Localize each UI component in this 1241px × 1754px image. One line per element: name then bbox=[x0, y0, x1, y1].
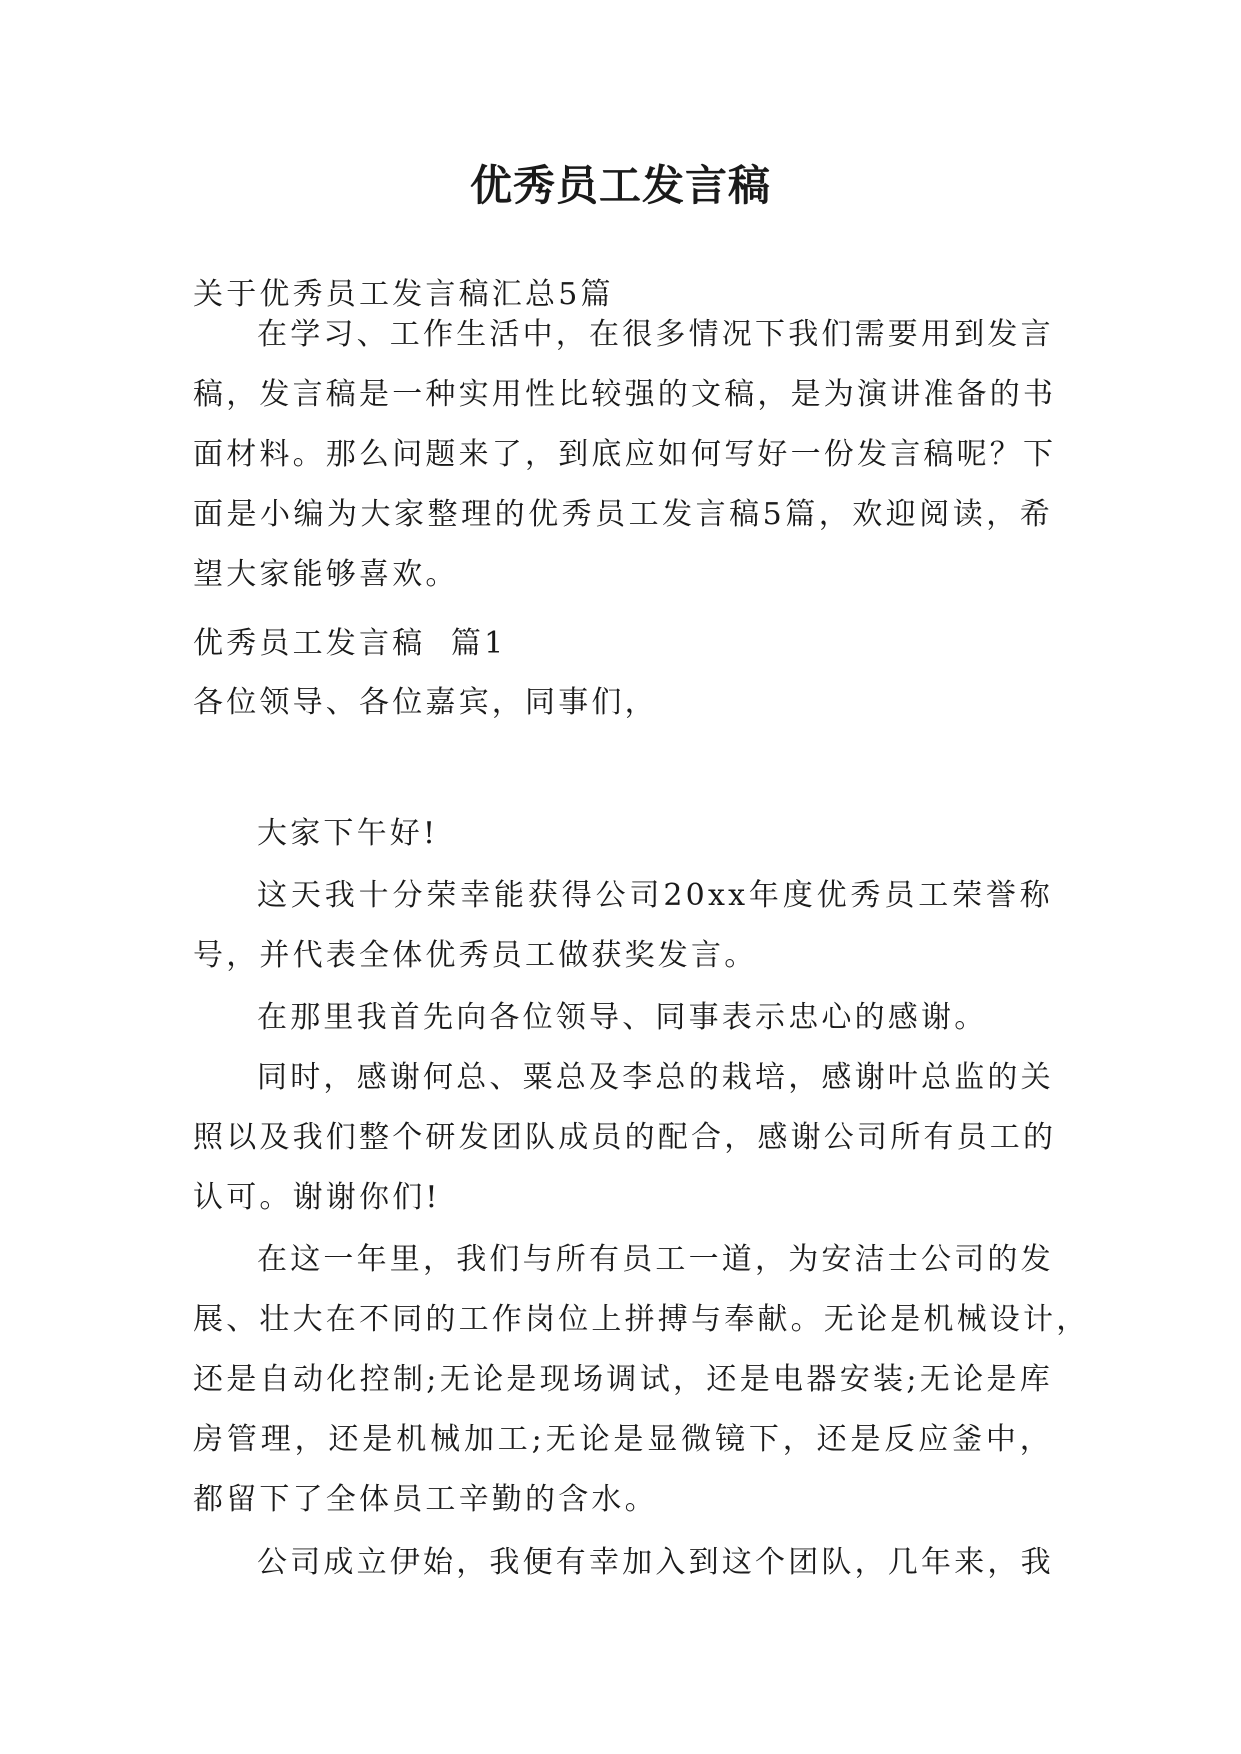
greeting bbox=[193, 804, 1053, 864]
intro-line-2: 稿，发言稿是一种实用性比较强的文稿，是为演讲准备的书 bbox=[193, 377, 1057, 412]
intro-line-1: 在学习、工作生活中，在很多情况下我们需要用到发言 bbox=[257, 317, 1054, 352]
paragraph-4 bbox=[193, 1230, 1090, 1530]
paragraph-3 bbox=[193, 1048, 1057, 1228]
paragraph-2-line-1: 在那里我首先向各位领导、同事表示忠心的感谢。 bbox=[257, 1000, 988, 1035]
intro-paragraph bbox=[193, 305, 1057, 605]
paragraph-4-line-3: 还是自动化控制;无论是现场调试，还是电器安装;无论是库 bbox=[193, 1362, 1053, 1397]
paragraph-4-line-4: 房管理，还是机械加工;无论是显微镜下，还是反应釜中， bbox=[193, 1422, 1053, 1457]
subtitle-line: 关于优秀员工发言稿汇总5篇 bbox=[193, 277, 614, 312]
paragraph-1-line-2: 号，并代表全体优秀员工做获奖发言。 bbox=[193, 938, 758, 973]
paragraph-5-line-1: 公司成立伊始，我便有幸加入到这个团队，几年来，我 bbox=[257, 1545, 1054, 1580]
paragraph-1-line-1: 这天我十分荣幸能获得公司20xx年度优秀员工荣誉称 bbox=[257, 878, 1053, 913]
intro-line-4: 面是小编为大家整理的优秀员工发言稿5篇，欢迎阅读，希 bbox=[193, 497, 1053, 532]
greeting-line: 大家下午好! bbox=[257, 816, 439, 851]
section-heading bbox=[193, 614, 1053, 674]
salutation-line: 各位领导、各位嘉宾，同事们， bbox=[193, 685, 658, 720]
paragraph-1 bbox=[193, 866, 1053, 986]
paragraph-3-line-1: 同时，感谢何总、粟总及李总的栽培，感谢叶总监的关 bbox=[257, 1060, 1054, 1095]
section-heading-line: 优秀员工发言稿 篇1 bbox=[193, 626, 507, 661]
paragraph-2 bbox=[193, 988, 1053, 1048]
paragraph-3-line-2: 照以及我们整个研发团队成员的配合，感谢公司所有员工的 bbox=[193, 1120, 1057, 1155]
intro-line-3: 面材料。那么问题来了，到底应如何写好一份发言稿呢？下 bbox=[193, 437, 1057, 472]
paragraph-3-line-3: 认可。谢谢你们! bbox=[193, 1180, 441, 1215]
paragraph-5 bbox=[193, 1533, 1053, 1593]
paragraph-4-line-5: 都留下了全体员工辛勤的含水。 bbox=[193, 1482, 658, 1517]
paragraph-4-line-2: 展、壮大在不同的工作岗位上拼搏与奉献。无论是机械设计， bbox=[193, 1302, 1090, 1337]
intro-line-5: 望大家能够喜欢。 bbox=[193, 557, 459, 592]
document-title: 优秀员工发言稿 bbox=[469, 161, 771, 210]
paragraph-4-line-1: 在这一年里，我们与所有员工一道，为安洁士公司的发 bbox=[257, 1242, 1054, 1277]
salutation bbox=[193, 673, 1053, 733]
